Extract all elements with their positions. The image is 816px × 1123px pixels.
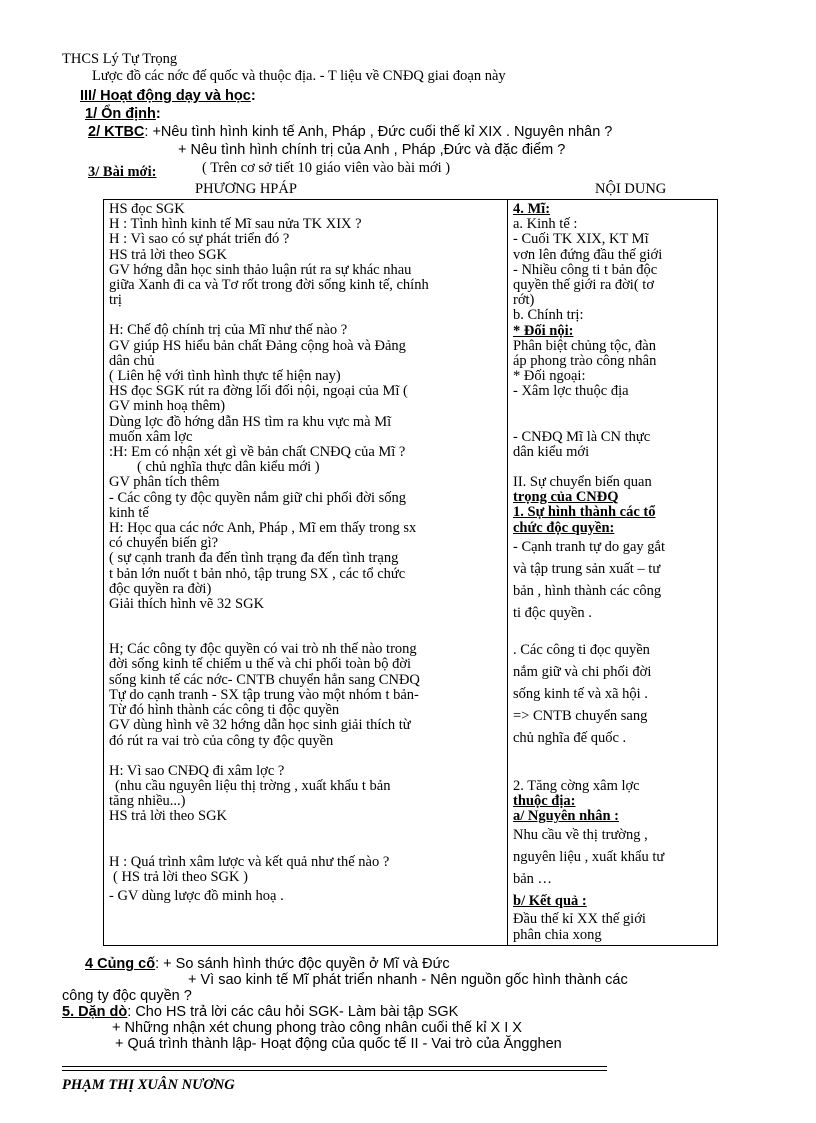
footer-rule-bottom xyxy=(62,1070,607,1071)
step-check-old-q1: : +Nêu tình hình kinh tế Anh, Pháp , Đức cuối thế kỉ XIX . Nguyên nhân ? xyxy=(144,124,613,140)
content-line: b/ Kết quả : xyxy=(513,893,587,910)
content-line: và tập trung sản xuất – tư xyxy=(513,560,661,577)
content-line: thuộc địa: xyxy=(513,793,576,810)
content-line: vơn lên đứng đầu thế giới xyxy=(513,246,663,263)
content-line: quyền thế giới ra đời( tơ xyxy=(513,277,654,294)
content-line: áp phong trào công nhân xyxy=(513,353,657,370)
method-line: H: Vì sao CNĐQ đi xâm lợc ? xyxy=(109,762,285,779)
step-new-lesson xyxy=(88,164,156,180)
content-line: nguyên liệu , xuất khẩu tư xyxy=(513,849,665,866)
step-new-lesson-note: ( Trên cơ sở tiết 10 giáo viên vào bài mới ) xyxy=(202,160,451,176)
step-homework-label: 5. Dặn dò xyxy=(62,1004,128,1020)
school-name: THCS Lý Tự Trọng xyxy=(62,51,178,67)
method-line: dân chủ xyxy=(109,352,155,369)
method-line: H : Quá trình xâm lược và kết quả như thế nào ? xyxy=(109,853,390,870)
method-line: GV giúp HS hiểu bản chất Đảng cộng hoà và Đảng xyxy=(109,337,406,354)
method-line: ( Liên hệ với tình hình thực tế hiện nay) xyxy=(109,368,341,385)
section-activities-colon: : xyxy=(250,88,256,104)
method-line: ( HS trả lời theo SGK ) xyxy=(113,868,248,885)
step-review xyxy=(85,956,450,972)
step-review-l2: + Vì sao kinh tế Mĩ phát triển nhanh - Nên nguồn gốc hình thành các xyxy=(188,972,628,988)
column-header-method: PHƯƠNG HPÁP xyxy=(195,181,297,197)
content-line: * Đối nội: xyxy=(513,322,574,339)
method-line: ( sự cạnh tranh đa đến tình trạng đa đến tình trạng xyxy=(109,550,399,567)
method-line: Giải thích hình vẽ 32 SGK xyxy=(109,596,265,613)
method-line: giữa Xanh đi ca và Tơ rốt trong đời sống kinh tế, chính xyxy=(109,277,429,294)
method-line: độc quyền ra đời) xyxy=(109,580,212,597)
step-check-old-q2: + Nêu tình hình chính trị của Anh , Pháp ,Đức và đặc điểm ? xyxy=(178,142,566,158)
method-line: Từ đó hình thành các công ti độc quyền xyxy=(109,702,340,719)
method-line: Tự do cạnh tranh - SX tập trung vào một nhóm t bản- xyxy=(109,686,419,703)
content-line: 1. Sự hình thành các tổ xyxy=(513,504,656,521)
method-line: GV phân tích thêm xyxy=(109,474,220,491)
section-activities-label: III/ Hoạt động dạy và học xyxy=(80,88,251,104)
teaching-materials: Lược đồ các nớc đế quốc và thuộc địa. - T liệu về CNĐQ giai đoạn này xyxy=(92,68,506,84)
method-line: có chuyển biến gì? xyxy=(109,535,219,552)
method-column xyxy=(104,200,508,946)
content-line: b. Chính trị: xyxy=(513,307,584,324)
content-line: a. Kinh tế : xyxy=(513,216,578,233)
step-stabilize xyxy=(85,106,161,122)
section-activities xyxy=(80,88,256,104)
method-line: H : Tình hình kinh tế Mĩ sau nửa TK XIX ? xyxy=(109,216,362,233)
method-line: H: Học qua các nớc Anh, Pháp , Mĩ em thấy trong sx xyxy=(109,520,417,537)
content-line: sống kinh tế và xã hội . xyxy=(513,685,648,702)
content-line: * Đối ngoại: xyxy=(513,368,586,385)
content-line: a/ Nguyên nhân : xyxy=(513,808,619,825)
content-line: 4. Mĩ: xyxy=(513,201,551,217)
method-line: t bản lớn nuốt t bản nhỏ, tập trung SX , các tổ chức xyxy=(109,565,406,582)
content-line: - Cuối TK XIX, KT Mĩ xyxy=(513,231,649,248)
method-line: trị xyxy=(109,292,122,309)
content-line: 2. Tăng cờng xâm lợc xyxy=(513,777,640,794)
method-line: HS đọc SGK xyxy=(109,201,185,217)
method-line: HS trả lời theo SGK xyxy=(109,808,228,825)
content-line: - Nhiều công ti t bản độc xyxy=(513,261,658,278)
method-line: sống kinh tế các nớc- CNTB chuyển hẳn sang CNĐQ xyxy=(109,671,420,688)
method-line: đó rút ra vai trò của công ty độc quyền xyxy=(109,732,334,749)
method-line: GV dùng hình vẽ 32 hớng dẫn học sinh giải thích từ xyxy=(109,717,411,734)
content-column xyxy=(508,200,718,946)
content-line: - Xâm lợc thuộc địa xyxy=(513,383,629,400)
method-line: đời sống kinh tế chiếm u thế và chi phối toàn bộ đời xyxy=(109,656,412,673)
method-line: HS đọc SGK rút ra đờng lối đối nội, ngoại của Mĩ ( xyxy=(109,383,408,400)
content-line: => CNTB chuyển sang xyxy=(513,707,648,724)
content-line: chủ nghĩa đế quốc . xyxy=(513,729,627,746)
content-line: Đầu thế kỉ XX thế giới xyxy=(513,911,646,928)
lesson-table xyxy=(103,199,718,946)
method-line: GV hớng dẫn học sinh thảo luận rút ra sự khác nhau xyxy=(109,261,412,278)
method-line: H: Chế độ chính trị của Mĩ như thế nào ? xyxy=(109,322,348,339)
content-line: rớt) xyxy=(513,292,535,309)
step-stabilize-label: 1/ Ổn định xyxy=(85,106,156,122)
method-line: H : Vì sao có sự phát triển đó ? xyxy=(109,231,290,248)
content-line: phân chia xong xyxy=(513,926,602,943)
method-line: kinh tế xyxy=(109,504,149,521)
step-review-label: 4 Củng cố xyxy=(85,956,156,972)
step-homework-l2: + Những nhận xét chung phong trào công nhân cuối thế kỉ X I X xyxy=(112,1020,522,1036)
content-line: - CNĐQ Mĩ là CN thực xyxy=(513,428,651,445)
author-name: PHẠM THỊ XUÂN NƯƠNG xyxy=(62,1077,235,1093)
step-homework-l1: : Cho HS trả lời các câu hỏi SGK- Làm bài tập SGK xyxy=(127,1004,459,1020)
step-check-old-label: 2/ KTBC xyxy=(88,124,145,140)
content-line: II. Sự chuyển biến quan xyxy=(513,474,652,491)
content-line: . Các công ti đọc quyền xyxy=(513,641,650,658)
content-line: Nhu cầu về thị trường , xyxy=(513,827,648,844)
method-line: HS trả lời theo SGK xyxy=(109,246,228,263)
step-new-lesson-label: 3/ Bài mới: xyxy=(88,164,157,180)
content-line: Phân biệt chủng tộc, đàn xyxy=(513,337,656,354)
method-line: tăng nhiều...) xyxy=(109,793,186,810)
method-line: muốn xâm lợc xyxy=(109,428,193,445)
content-line: trọng của CNĐQ xyxy=(513,489,619,506)
method-line: H; Các công ty độc quyền có vai trò nh thế nào trong xyxy=(109,641,417,658)
step-stabilize-colon: : xyxy=(155,106,161,122)
footer-rule-top xyxy=(62,1066,607,1067)
step-homework-l3: + Quá trình thành lập- Hoạt động của quốc tế II - Vai trò của Ăngghen xyxy=(115,1036,562,1052)
method-line: GV minh hoạ thêm) xyxy=(109,398,226,415)
method-line: ( chủ nghĩa thực dân kiểu mới ) xyxy=(137,459,320,476)
method-line: - GV dùng lược đồ minh hoạ . xyxy=(109,887,284,904)
step-review-l1: : + So sánh hình thức độc quyền ở Mĩ và Đức xyxy=(155,956,450,972)
method-line: - Các công ty độc quyền nắm giữ chi phối đời sống xyxy=(109,489,407,506)
step-review-l3: công ty độc quyền ? xyxy=(62,988,192,1004)
step-homework xyxy=(62,1004,458,1020)
content-line: chức độc quyền: xyxy=(513,519,615,536)
content-line: ti độc quyền . xyxy=(513,604,592,621)
content-line: dân kiểu mới xyxy=(513,443,590,460)
method-line: Dùng lợc đồ hớng dẫn HS tìm ra khu vực mà Mĩ xyxy=(109,413,392,430)
method-line: (nhu cầu nguyên liệu thị trờng , xuất khẩu t bản xyxy=(115,777,391,794)
content-line: nắm giữ và chi phối đời xyxy=(513,663,652,680)
column-header-content: NỘI DUNG xyxy=(595,181,667,197)
step-check-old xyxy=(88,124,612,140)
content-line: - Cạnh tranh tự do gay gắt xyxy=(513,538,666,555)
method-line: :H: Em có nhận xét gì về bản chất CNĐQ của Mĩ ? xyxy=(109,444,406,461)
content-line: bản , hình thành các công xyxy=(513,582,662,599)
content-line: bản … xyxy=(513,871,553,888)
